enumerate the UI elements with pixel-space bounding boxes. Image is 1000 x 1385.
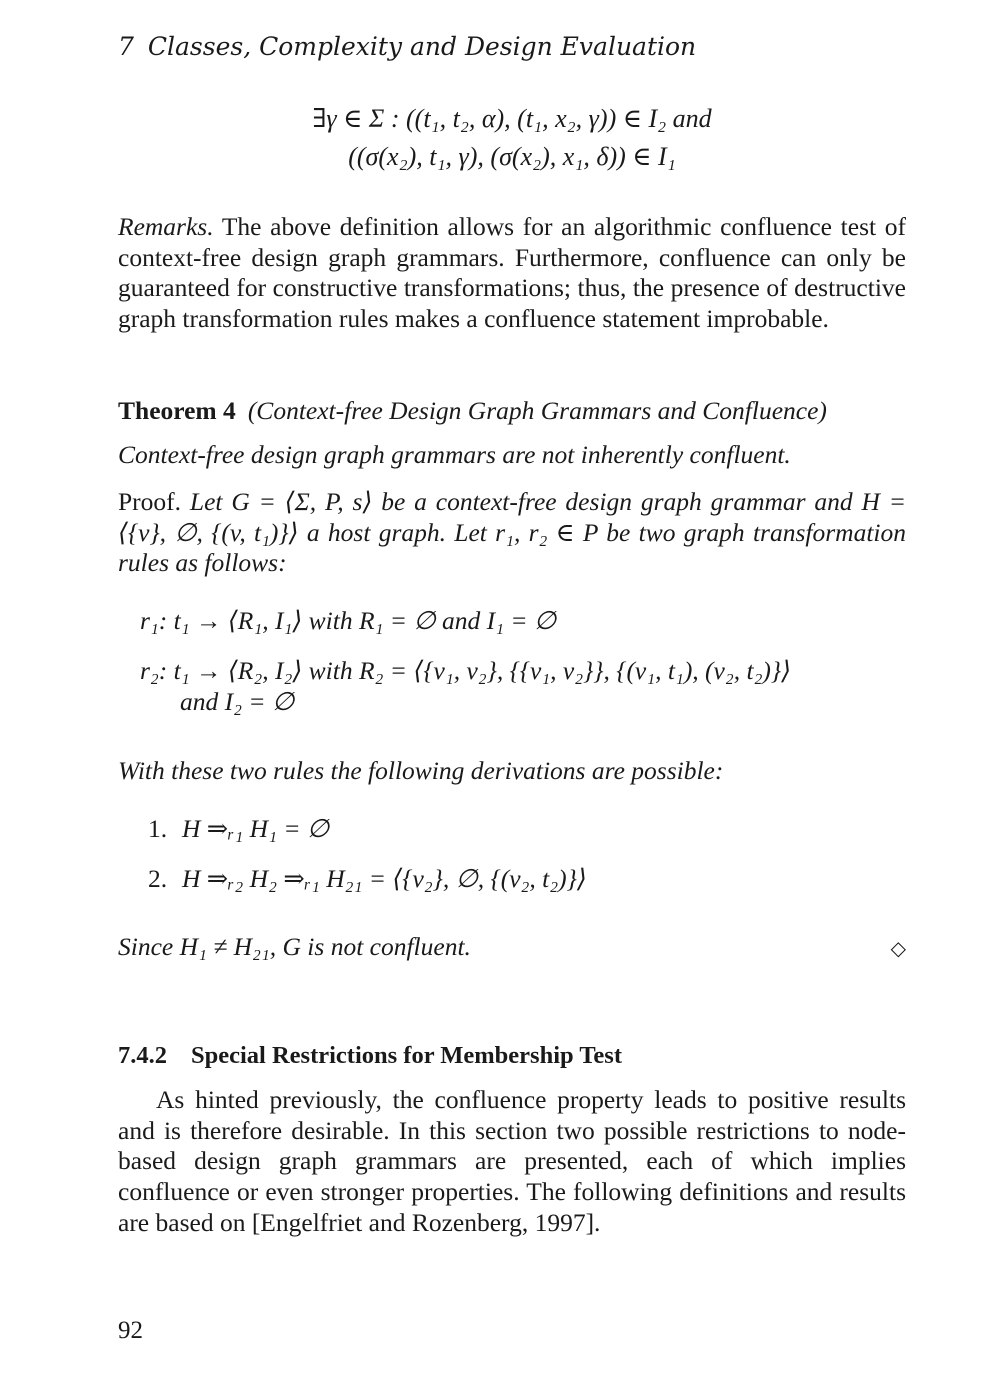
derivation-text: H ⇒ᵣ₂ H₂ ⇒ᵣ₁ H₂₁ = ⟨{v₂}, ∅, {(v₂, t₂)}⟩ [182, 864, 587, 893]
derivations-intro: With these two rules the following derivations are possible: [118, 756, 724, 785]
running-header [118, 30, 696, 64]
theorem-label: Theorem 4 [118, 396, 236, 425]
theorem-heading [118, 395, 827, 427]
remarks-paragraph [118, 212, 906, 335]
theorem-title: (Context-free Design Graph Grammars and Confluence) [247, 396, 827, 425]
section-title: Special Restrictions for Membership Test [191, 1042, 622, 1069]
formula-line-1: ∃γ ∈ Σ : ((t₁, t₂, α), (t₁, x₂, γ)) ∈ I₂ and [312, 104, 712, 133]
derivation-item [148, 813, 329, 845]
page [118, 0, 906, 1385]
rule-2-line-1: r₂: t₁ → ⟨R₂, I₂⟩ with R₂ = ⟨{v₁, v₂}, {{v₁, v₂}}, {(v₁, t₁), (v₂, t₂)}⟩ [140, 656, 792, 685]
proof-paragraph [118, 487, 906, 579]
proof-text: Let G = ⟨Σ, P, s⟩ be a context-free design graph grammar and H = ⟨{v}, ∅, {(v, t₁)}⟩ a host graph. Let r₁, r₂ ∈ P be two graph transformation rules as follows: [118, 487, 907, 578]
remarks-lead: Remarks. [118, 212, 214, 241]
rule-1-text: r₁: t₁ → ⟨R₁, I₁⟩ with R₁ = ∅ and I₁ = ∅ [140, 606, 557, 635]
section-heading [118, 1040, 622, 1072]
theorem-statement: Context-free design graph grammars are not inherently confluent. [118, 440, 791, 469]
derivation-item [148, 863, 587, 895]
section-paragraph: As hinted previously, the confluence property leads to positive results and is therefore desirable. In this section two possible restrictions to node-based design graph grammars are presented, each of which implies confluence or even stronger properties. The following definitions and results are based on [Engelfriet and Rozenberg, 1997]. [118, 1085, 906, 1237]
derivation-text: H ⇒ᵣ₁ H₁ = ∅ [182, 814, 330, 843]
remarks-text: The above definition allows for an algorithmic confluence test of context-free design graph grammars. Furthermore, confluence can only be guaranteed for constructive transformations; thus, the presence of destructive graph transformation rules makes a confluence statement improbable. [118, 212, 906, 334]
proof-conclusion: Since H₁ ≠ H₂₁, G is not confluent. [118, 932, 471, 961]
rule-1 [140, 605, 906, 636]
rule-2-line-2: and I₂ = ∅ [180, 687, 295, 716]
rule-2 [140, 655, 906, 717]
section-number: 7.4.2 [118, 1042, 167, 1069]
chapter-number: 7 [118, 32, 134, 61]
display-formula [118, 100, 906, 176]
qed-diamond-icon: ◇ [890, 936, 906, 960]
proof-lead: Proof. [118, 487, 182, 516]
derivation-number: 2. [148, 864, 168, 893]
page-number: 92 [118, 1317, 143, 1344]
formula-line-2: ((σ(x₂), t₁, γ), (σ(x₂), x₁, δ)) ∈ I₁ [348, 142, 676, 171]
chapter-title: Classes, Complexity and Design Evaluation [147, 32, 697, 61]
derivation-number: 1. [148, 814, 168, 843]
